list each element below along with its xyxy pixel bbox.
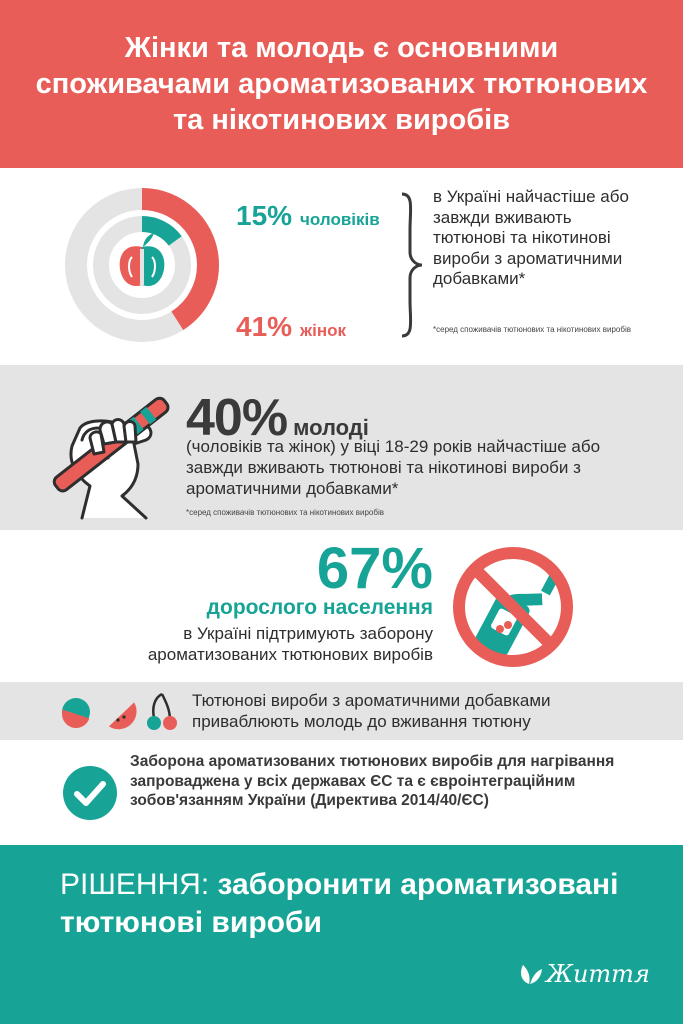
zhyttia-logo — [517, 960, 650, 988]
cherry-icon — [147, 694, 177, 730]
header-banner — [0, 0, 683, 168]
fruit-icons — [58, 690, 186, 734]
page-title: Жінки та молодь є основними споживачами ароматизованих тютюнових та нікотинових виробів — [35, 32, 648, 136]
support-description: в Україні підтримують заборону ароматизованих тютюнових виробів — [147, 624, 433, 664]
checkmark-icon — [62, 765, 118, 821]
gender-donut-chart — [62, 185, 222, 345]
women-percent: 41% — [236, 311, 293, 342]
youth-label: молоді — [293, 415, 369, 440]
curly-brace — [398, 190, 426, 340]
women-label: жінок — [300, 321, 346, 340]
attraction-text: Тютюнові вироби з ароматичними добавками приваблюють молодь до вживання тютюну — [192, 691, 551, 731]
eu-directive-text: Заборона ароматизованих тютюнових виробів для нагрівання запроваджена у всіх державах ЄС та є євроінтеграційним зобов'язанням України (Директива 2014/40/ЄС) — [130, 753, 615, 809]
solution-main: заборонити ароматизовані тютюнові вироби — [60, 868, 619, 939]
women-stat — [236, 311, 346, 343]
youth-percent: 40% — [186, 389, 288, 447]
men-percent: 15% — [236, 200, 293, 231]
solution-text — [60, 866, 660, 942]
ban-liquid-bottle-icon — [448, 545, 578, 670]
leaf-icon — [517, 963, 543, 985]
support-percent: 67% — [316, 536, 433, 601]
watermelon-icon — [104, 702, 141, 733]
gender-stat-footnote: *серед споживачів тютюнових та нікотинових виробів — [433, 325, 631, 334]
support-label: дорослого населення — [206, 596, 433, 619]
men-stat — [236, 200, 380, 232]
solution-prefix: РІШЕННЯ: — [60, 868, 210, 901]
youth-footnote: *серед споживачів тютюнових та нікотинових виробів — [186, 508, 384, 517]
men-label: чоловіків — [300, 210, 380, 229]
hand-vape-icon — [42, 378, 178, 524]
gender-stat-description: в Україні найчастіше або завжди вживають тютюнові та нікотинові вироби з ароматичними добавками* — [433, 187, 629, 288]
youth-description: (чоловіків та жінок) у віці 18-29 років найчастіше або завжди вживають тютюнові та нікотинові вироби з ароматичними добавками* — [186, 437, 601, 498]
lime-icon — [58, 698, 90, 732]
apple-icon — [120, 233, 165, 286]
logo-text: Життя — [546, 960, 650, 988]
